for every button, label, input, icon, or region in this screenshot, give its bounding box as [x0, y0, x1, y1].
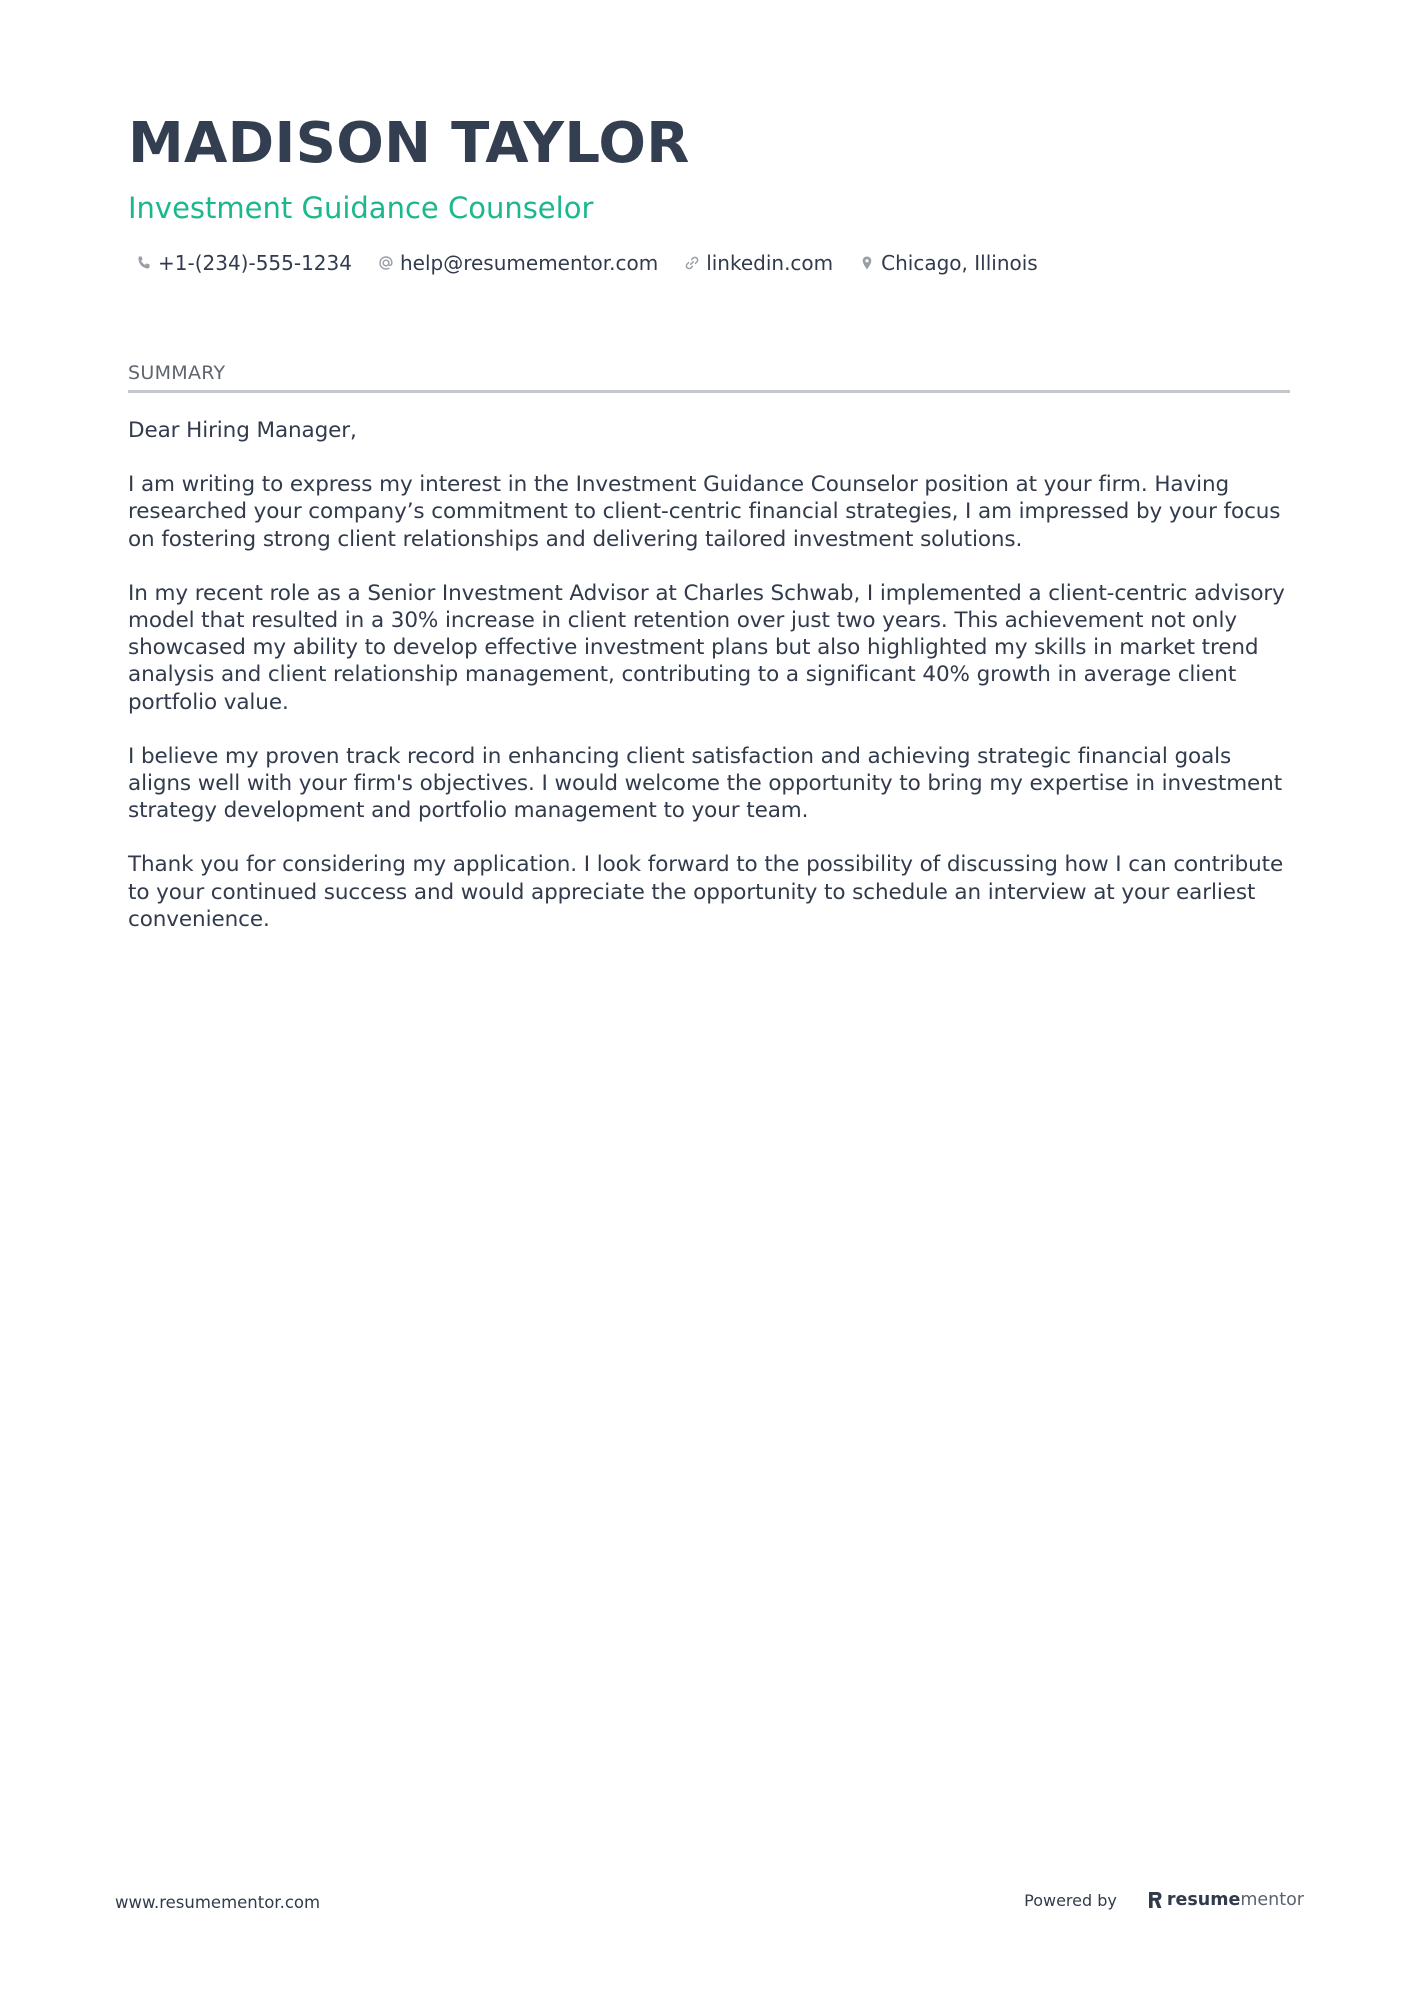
- letter-paragraph: I believe my proven track record in enhancing client satisfaction and achieving strategic financial goals aligns well with your firm's objectives. I would welcome the opportunity to bring my expertise in investment strategy development and portfolio management to your team.: [128, 743, 1283, 824]
- job-title: Investment Guidance Counselor: [128, 191, 594, 225]
- email-address[interactable]: help@resumementor.com: [399, 251, 659, 275]
- brand-name: [1167, 1890, 1304, 1910]
- footer-branding: [1024, 1890, 1304, 1910]
- powered-by-label: Powered by: [1024, 1890, 1117, 1910]
- phone-icon: [136, 254, 152, 272]
- footer-website[interactable]: www.resumementor.com: [115, 1893, 321, 1912]
- header: [128, 108, 1288, 278]
- letter-paragraph: Thank you for considering my application. I look forward to the possibility of discussing how I can contribute to your continued success and would appreciate the opportunity to schedule an interview at your earliest convenience.: [128, 852, 1284, 932]
- phone-number[interactable]: +1-(234)-555-1234: [158, 251, 352, 275]
- letter-paragraph: In my recent role as a Senior Investment Advisor at Charles Schwab, I implemented a client-centric advisory model that resulted in a 30% increase in client retention over just two years. This achievement not only showcased my ability to develop effective investment plans but also highlighted my skills in market trend analysis and client relationship management, contributing to a significant 40% growth in average client portfolio value.: [128, 580, 1285, 715]
- linkedin-link[interactable]: linkedin.com: [706, 251, 834, 275]
- letter-body: [128, 417, 1290, 933]
- location-text: Chicago, Illinois: [881, 251, 1038, 275]
- resumementor-mark-icon: [1147, 1890, 1163, 1910]
- section-heading: SUMMARY: [128, 360, 1290, 393]
- resumementor-logo[interactable]: [1147, 1890, 1304, 1910]
- contact-phone: [136, 251, 352, 275]
- candidate-name: MADISON TAYLOR: [128, 111, 690, 176]
- contact-bar: [128, 248, 1288, 278]
- contact-location: [859, 251, 1038, 275]
- brand-name-light: mentor: [1240, 1890, 1304, 1910]
- at-icon: [378, 254, 394, 272]
- letter-salutation: Dear Hiring Manager,: [128, 418, 357, 443]
- summary-section: [128, 360, 1290, 960]
- location-pin-icon: [859, 254, 875, 272]
- contact-linkedin: [684, 251, 833, 275]
- contact-email: [378, 251, 658, 275]
- letter-paragraph: I am writing to express my interest in the Investment Guidance Counselor position at your firm. Having researched your company’s commitment to client-centric financial strategies, I am impressed by your focus on fostering strong client relationships and delivering tailored investment solutions.: [128, 472, 1281, 552]
- link-icon: [684, 254, 700, 272]
- brand-name-bold: resume: [1166, 1890, 1241, 1910]
